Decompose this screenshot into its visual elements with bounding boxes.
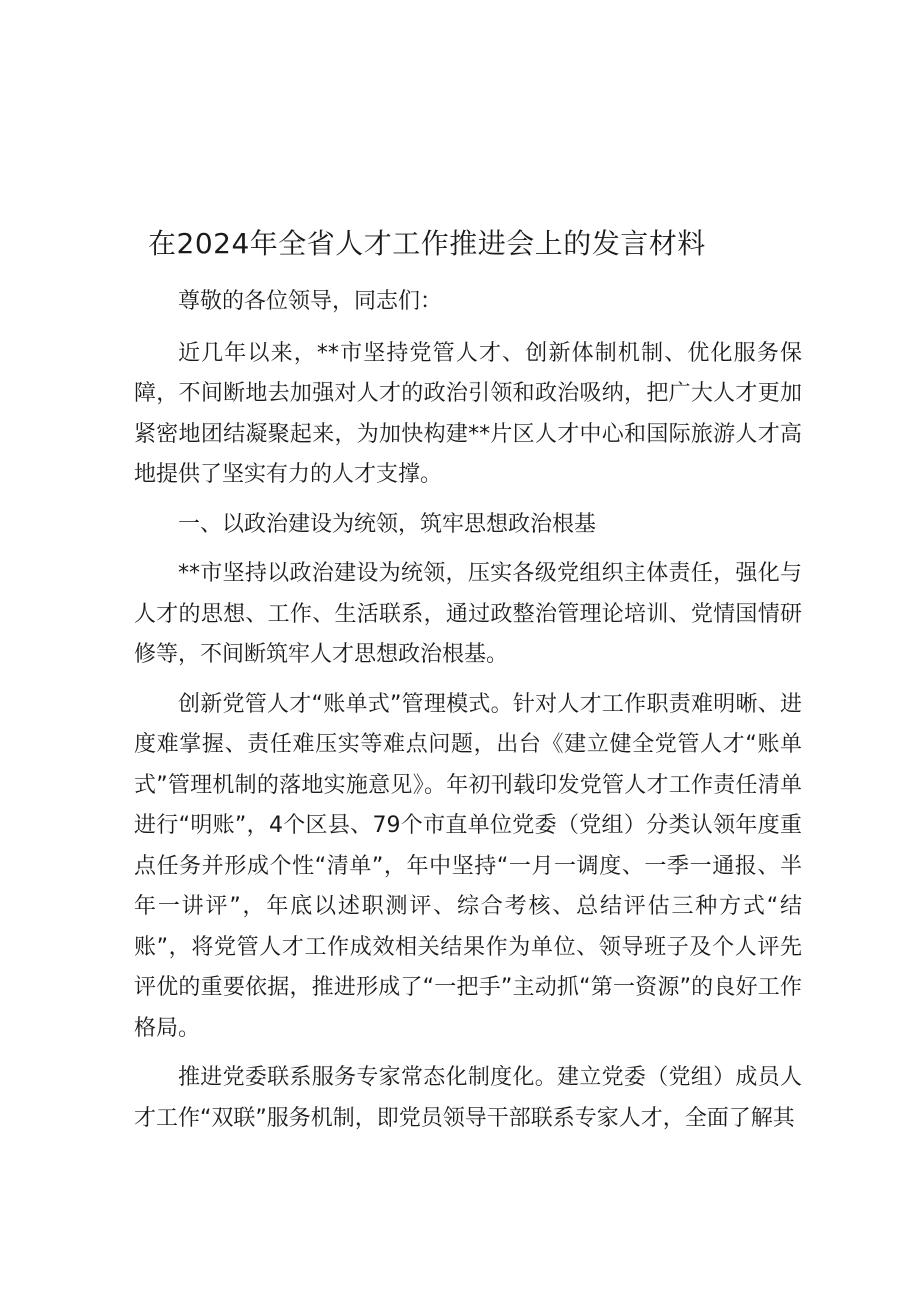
section-heading: 一、以政治建设为统领，筑牢思想政治根基 bbox=[178, 511, 597, 537]
expert-service-paragraph: 推进党委联系服务专家常态化制度化。建立党委（党组）成员人才工作“双联”服务机制，即党员领导干部联系专家人才，全面了解其 bbox=[134, 1065, 802, 1131]
intro-paragraph: 近几年以来，**市坚持党管人才、创新体制机制、优化服务保障，不间断地去加强对人才的政治引领和政治吸纳，把广大人才更加紧密地团结凝聚起来，为加快构建**片区人才中心和国际旅游人才高地提供了坚实有力的人才支撑。 bbox=[134, 340, 802, 487]
billing-mode-paragraph: 创新党管人才“账单式”管理模式。针对人才工作职责难明晰、进度难掌握、责任难压实等难点问题，出台《建立健全党管人才“账单式”管理机制的落地实施意见》。年初刊载印发党管人才工作责任清单进行“明账”，4个区县、79个市直单位党委（党组）分类认领年度重点任务并形成个性“清单”，年中坚持“一月一调度、一季一通报、半年一讲评”，年底以述职测评、综合考核、总结评估三种方式“结账”，将党管人才工作成效相关结果作为单位、领导班子及个人评先评优的重要依据，推进形成了“一把手”主动抓“第一资源”的良好工作格局。 bbox=[134, 691, 802, 1041]
salutation: 尊敬的各位领导，同志们： bbox=[178, 289, 443, 314]
document-title: 在2024年全省人才工作推进会上的发言材料 bbox=[148, 227, 706, 260]
document-body bbox=[134, 282, 802, 1148]
section-paragraph: **市坚持以政治建设为统领，压实各级党组织主体责任，强化与人才的思想、工作、生活联系，通过政整治管理论培训、党情国情研修等，不间断筑牢人才思想政治根基。 bbox=[134, 561, 802, 667]
